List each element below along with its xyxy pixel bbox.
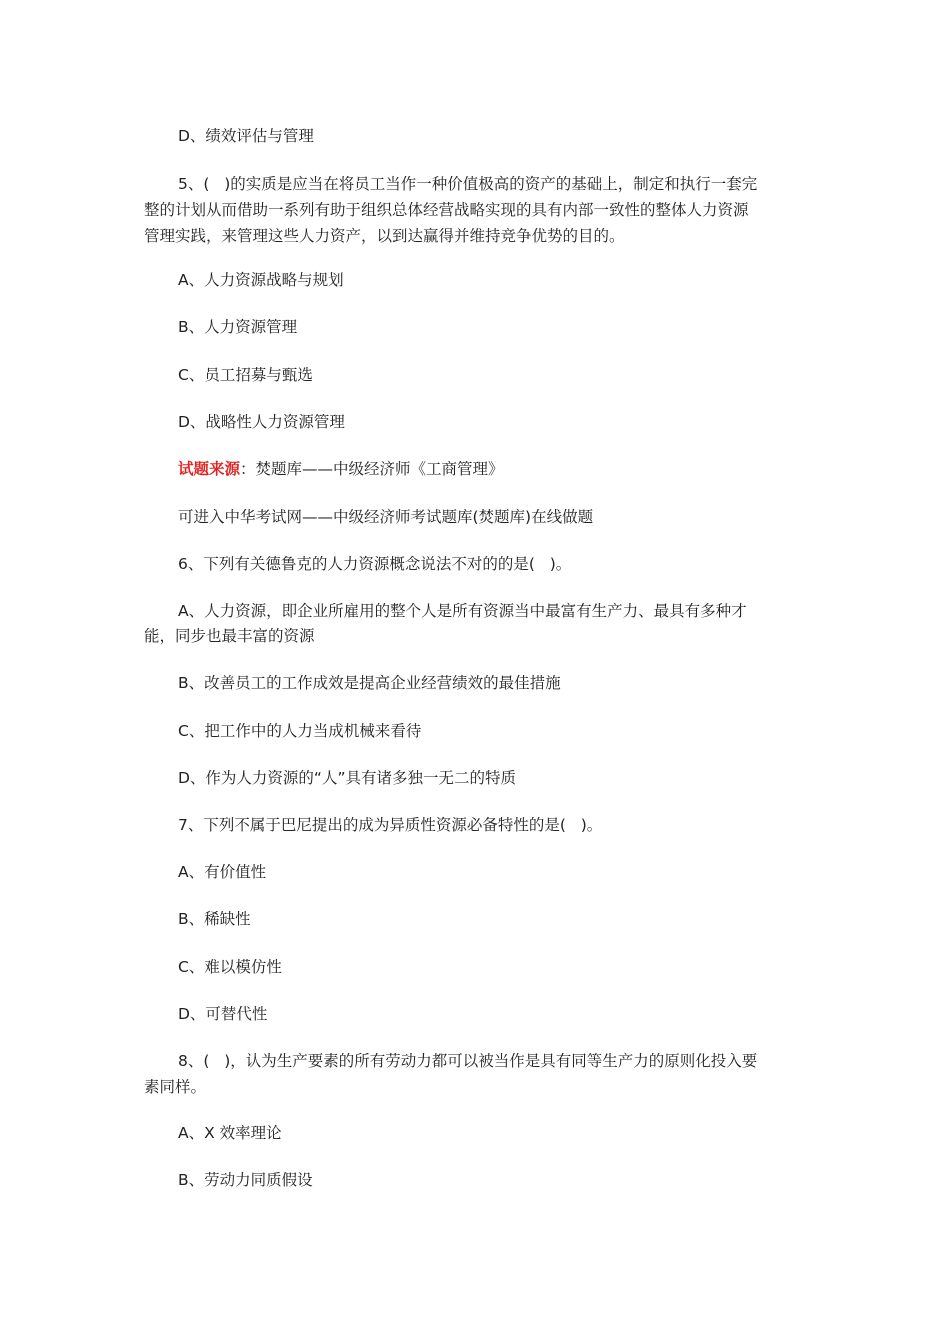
q7-option-a: A、有价值性: [178, 863, 267, 881]
q6-option-d: D、作为人力资源的“人”具有诸多独一无二的特质: [178, 769, 516, 787]
q7-option-d: D、可替代性: [178, 1005, 268, 1023]
q6-option-c: C、把工作中的人力当成机械来看待: [178, 722, 422, 740]
question-source-label: 试题来源: [178, 460, 241, 478]
question-source: [0, 457, 950, 481]
question-source-value: 焚题库——中级经济师《工商管理》: [255, 460, 504, 478]
q7-option-b: B、稀缺性: [178, 910, 251, 928]
q6-option-a-line-1: A、人力资源，即企业所雇用的整个人是所有资源当中最富有生产力、最具有多种才: [178, 602, 747, 620]
q6-option-a-line-2: 能，同步也最丰富的资源: [144, 627, 315, 645]
q5-option-c: C、员工招募与甄选: [178, 366, 313, 384]
q8-stem-line-1: 8、( )，认为生产要素的所有劳动力都可以被当作是具有同等生产力的原则化投入要: [178, 1052, 758, 1070]
q5-stem-line-1: 5、( )的实质是应当在将员工当作一种价值极高的资产的基础上，制定和执行一套完: [178, 175, 758, 193]
question-source-colon: ：: [240, 460, 256, 478]
q6-stem: 6、下列有关德鲁克的人力资源概念说法不对的的是( )。: [178, 555, 572, 573]
q6-option-b: B、改善员工的工作成效是提高企业经营绩效的最佳措施: [178, 674, 561, 692]
q4-option-d: D、绩效评估与管理: [178, 127, 314, 145]
q5-option-a: A、人力资源战略与规划: [178, 271, 344, 289]
q8-stem-line-2: 素同样。: [144, 1078, 207, 1096]
q5-stem-line-3: 管理实践，来管理这些人力资产，以到达赢得并维持竞争优势的目的。: [144, 227, 625, 245]
q5-option-b: B、人力资源管理: [178, 318, 298, 336]
q7-option-c: C、难以模仿性: [178, 958, 282, 976]
online-practice-link[interactable]: 可进入中华考试网——中级经济师考试题库(焚题库)在线做题: [178, 508, 594, 526]
q7-stem: 7、下列不属于巴尼提出的成为异质性资源必备特性的是( )。: [178, 816, 603, 834]
q8-option-a: A、X 效率理论: [178, 1124, 282, 1142]
q8-option-b: B、劳动力同质假设: [178, 1171, 313, 1189]
q5-stem-line-2: 整的计划从而借助一系列有助于组织总体经营战略实现的具有内部一致性的整体人力资源: [144, 201, 749, 219]
q5-option-d: D、战略性人力资源管理: [178, 413, 345, 431]
